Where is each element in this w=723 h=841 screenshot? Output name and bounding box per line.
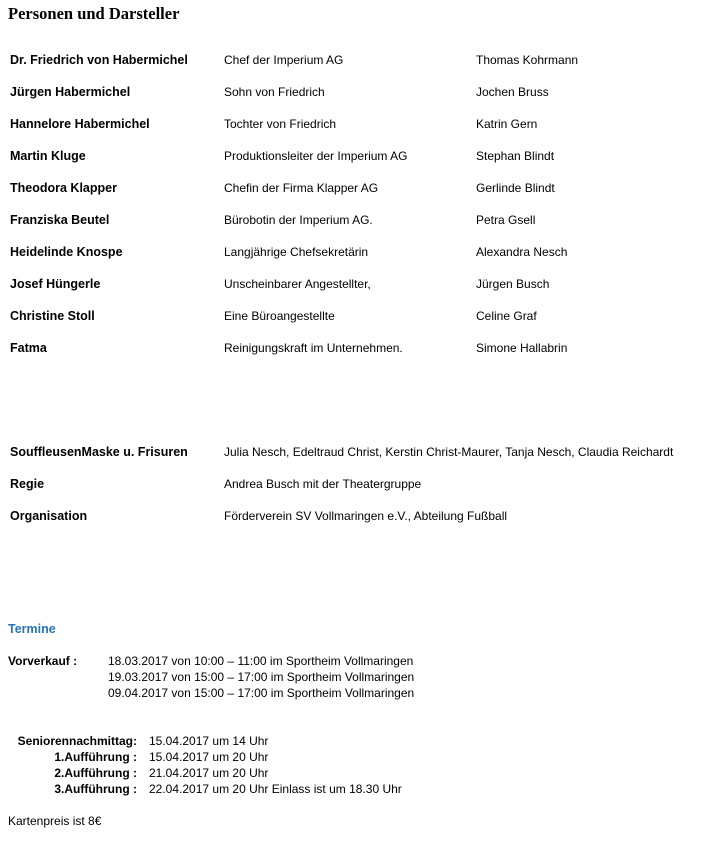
cast-row bbox=[10, 274, 720, 294]
crew-value: Julia Nesch, Edeltraud Christ, Kerstin Christ-Maurer, Tanja Nesch, Claudia Reichardt bbox=[224, 445, 674, 459]
termine-heading: Termine bbox=[8, 622, 56, 636]
character-name: Theodora Klapper bbox=[10, 181, 117, 195]
character-role: Reinigungskraft im Unternehmen. bbox=[224, 341, 403, 355]
cast-row bbox=[10, 146, 720, 166]
cast-row bbox=[10, 338, 720, 358]
actor-name: Jochen Bruss bbox=[476, 85, 549, 99]
crew-label: Organisation bbox=[10, 509, 88, 523]
page-title: Personen und Darsteller bbox=[8, 4, 180, 23]
vorverkauf-date: 19.03.2017 von 15:00 – 17:00 im Sportheim Vollmaringen bbox=[108, 670, 415, 684]
crew-row bbox=[10, 474, 720, 494]
actor-name: Thomas Kohrmann bbox=[476, 53, 579, 67]
cast-row bbox=[10, 82, 720, 102]
vorverkauf-label: Vorverkauf : bbox=[8, 654, 78, 668]
actor-name: Petra Gsell bbox=[476, 213, 536, 227]
character-name: Dr. Friedrich von Habermichel bbox=[10, 53, 188, 67]
crew-label: Regie bbox=[10, 477, 45, 491]
crew-value: Andrea Busch mit der Theatergruppe bbox=[224, 477, 422, 491]
performance-date: 21.04.2017 um 20 Uhr bbox=[149, 766, 269, 780]
cast-row bbox=[10, 50, 720, 70]
character-role: Eine Büroangestellte bbox=[224, 309, 335, 323]
vorverkauf-date: 09.04.2017 von 15:00 – 17:00 im Sportheim Vollmaringen bbox=[108, 686, 415, 700]
character-name: Fatma bbox=[10, 341, 47, 355]
crew-row bbox=[10, 506, 720, 526]
performance-label: 2.Aufführung : bbox=[54, 766, 137, 780]
character-role: Chefin der Firma Klapper AG bbox=[224, 181, 379, 195]
cast-row bbox=[10, 210, 720, 230]
cast-row bbox=[10, 306, 720, 326]
actor-name: Stephan Blindt bbox=[476, 149, 555, 163]
crew-row bbox=[10, 442, 720, 462]
character-role: Sohn von Friedrich bbox=[224, 85, 325, 99]
character-role: Tochter von Friedrich bbox=[224, 117, 337, 131]
character-name: Heidelinde Knospe bbox=[10, 245, 123, 259]
actor-name: Alexandra Nesch bbox=[476, 245, 568, 259]
cast-row bbox=[10, 178, 720, 198]
character-role: Chef der Imperium AG bbox=[224, 53, 344, 67]
actor-name: Katrin Gern bbox=[476, 117, 538, 131]
performance-date: 22.04.2017 um 20 Uhr Einlass ist um 18.30 Uhr bbox=[149, 782, 402, 796]
character-role: Bürobotin der Imperium AG. bbox=[224, 213, 373, 227]
character-name: Martin Kluge bbox=[10, 149, 86, 163]
performance-date: 15.04.2017 um 20 Uhr bbox=[149, 750, 269, 764]
vorverkauf-date: 18.03.2017 von 10:00 – 11:00 im Sportheim Vollmaringen bbox=[108, 654, 414, 668]
character-name: Jürgen Habermichel bbox=[10, 85, 131, 99]
performance-label: Seniorennachmittag: bbox=[17, 734, 137, 748]
cast-row bbox=[10, 114, 720, 134]
actor-name: Simone Hallabrin bbox=[476, 341, 568, 355]
crew-label: SouffleusenMaske u. Frisuren bbox=[10, 445, 188, 459]
character-name: Hannelore Habermichel bbox=[10, 117, 150, 131]
character-name: Josef Hüngerle bbox=[10, 277, 101, 291]
character-role: Unscheinbarer Angestellter, bbox=[224, 277, 371, 291]
character-name: Franziska Beutel bbox=[10, 213, 110, 227]
performance-label: 1.Aufführung : bbox=[54, 750, 137, 764]
actor-name: Jürgen Busch bbox=[476, 277, 550, 291]
character-role: Produktionsleiter der Imperium AG bbox=[224, 149, 408, 163]
actor-name: Celine Graf bbox=[476, 309, 537, 323]
crew-value: Förderverein SV Vollmaringen e.V., Abteilung Fußball bbox=[224, 509, 508, 523]
cast-row bbox=[10, 242, 720, 262]
character-name: Christine Stoll bbox=[10, 309, 95, 323]
actor-name: Gerlinde Blindt bbox=[476, 181, 555, 195]
character-role: Langjährige Chefsekretärin bbox=[224, 245, 369, 259]
performance-label: 3.Aufführung : bbox=[54, 782, 137, 796]
performance-date: 15.04.2017 um 14 Uhr bbox=[149, 734, 269, 748]
ticket-price: Kartenpreis ist 8€ bbox=[8, 814, 102, 828]
